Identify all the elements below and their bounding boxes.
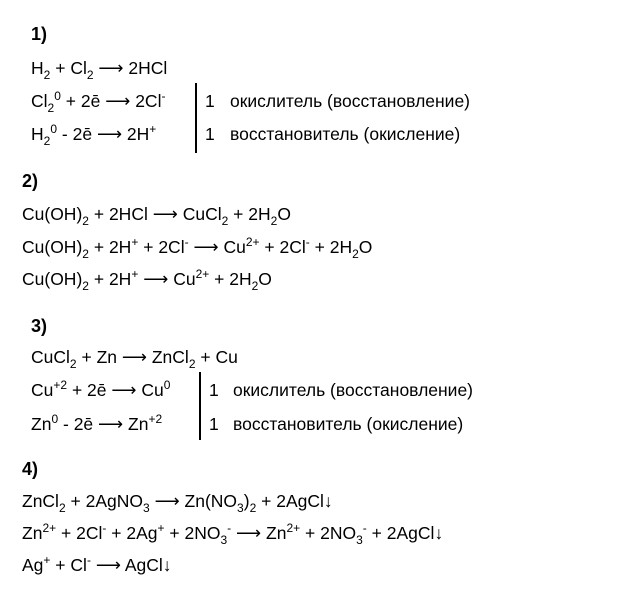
section-4-heading: 4) xyxy=(22,459,39,479)
eq3-molecular: CuCl$_2$ + Zn ⟶ ZnCl$_2$ + Cu xyxy=(31,347,238,371)
eq1-coef-reducer: 1 xyxy=(205,124,215,144)
section-1-heading: 1) xyxy=(31,24,48,44)
eq1-molecular: $H_2 + Cl_2$ ⟶ 2HCl xyxy=(31,58,168,82)
eq1-coef-oxidizer: 1 xyxy=(205,91,215,111)
eq3-label-reducer: восстановитель (окисление) xyxy=(233,414,464,434)
eq1-halfreaction-reducer: $H_2^0$ - 2ē ⟶ 2H+ xyxy=(31,122,157,148)
eq1-halfreaction-oxidizer: $Cl_2^0$ + 2ē ⟶ 2Cl- xyxy=(31,89,166,115)
eq3-coef-reducer: 1 xyxy=(209,414,219,434)
eq4-full-ionic: $Zn^{2+} + 2Cl^- + 2Ag^+ + 2NO_3^-$ ⟶ $Zn^{2+} + 2NO_3^-$ + 2AgCl↓ xyxy=(22,521,444,547)
eq3-halfreaction-reducer: Zn$^0$ - 2ē ⟶ $Zn^{+2}$ xyxy=(31,412,163,434)
balance-divider-3 xyxy=(199,372,201,440)
eq2-molecular: $Cu(OH)_2 + 2HCl$ ⟶ CuCl$_2$ + $2H_2O$ xyxy=(22,204,291,228)
section-2-heading: 2) xyxy=(22,171,39,191)
eq1-label-reducer: восстановитель (окисление) xyxy=(230,124,461,144)
eq2-full-ionic: $Cu(OH)_2 + 2H^+ + 2Cl^-$ ⟶ $Cu^{2+} + 2Cl^- + 2H_2O$ xyxy=(22,235,373,261)
eq4-short-ionic: Ag+ + Cl- ⟶ AgCl↓ xyxy=(22,553,172,575)
eq2-short-ionic: $Cu(OH)_2 + 2H^+$ ⟶ $Cu^{2+} + 2H_2O$ xyxy=(22,267,272,293)
eq4-molecular: ZnCl$_2$ + 2AgNO$_3$ ⟶ $Zn(NO_3)_2$ + 2AgCl↓ xyxy=(22,491,333,515)
eq3-halfreaction-oxidizer: $Cu^{+2}$ + 2ē ⟶ Cu$^0$ xyxy=(31,378,171,400)
section-3-heading: 3) xyxy=(31,316,48,336)
eq3-coef-oxidizer: 1 xyxy=(209,380,219,400)
eq1-label-oxidizer: окислитель (восстановление) xyxy=(230,91,471,111)
balance-divider-1 xyxy=(195,83,197,153)
eq3-label-oxidizer: окислитель (восстановление) xyxy=(233,380,474,400)
